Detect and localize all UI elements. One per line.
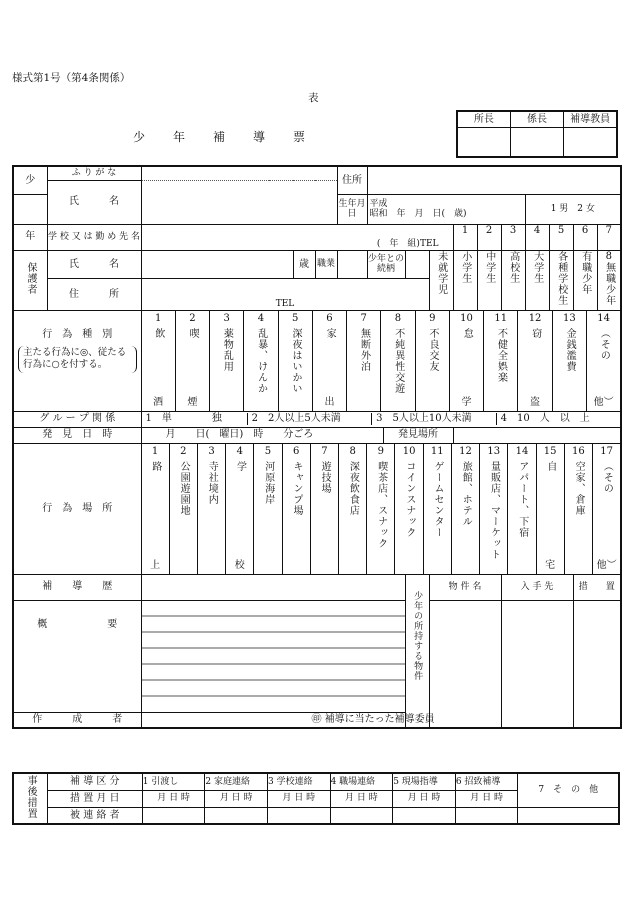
contact-field[interactable] xyxy=(330,807,393,824)
place-label: キャンプ場 xyxy=(290,461,302,516)
relation-label: 少年との続柄 xyxy=(367,250,405,279)
contact-field[interactable] xyxy=(205,807,268,824)
behavior-type-label: 無断外泊 xyxy=(358,328,370,372)
status-number: 6 xyxy=(581,224,589,236)
place-label-bottom: 上 xyxy=(150,560,161,571)
place-label: 自 xyxy=(544,461,556,472)
place-number: 7 xyxy=(321,445,328,457)
behavior-type-grid xyxy=(142,311,621,411)
face-label: 表 xyxy=(308,92,319,104)
discovery-label: 発 見 日 時 xyxy=(13,427,141,443)
place-cell[interactable] xyxy=(536,444,564,574)
guardian-address-label: 住 所 xyxy=(47,279,141,310)
behavior-type-number: 9 xyxy=(429,312,436,324)
occupation-label: 職業 xyxy=(315,250,337,279)
after-row-label: 補 導 区 分 xyxy=(47,773,142,790)
behavior-type-cell[interactable] xyxy=(175,311,209,411)
group-option[interactable]: 1 単 独 xyxy=(145,413,222,425)
furigana-label: ふ り が な xyxy=(47,166,141,180)
place-grid xyxy=(142,444,621,574)
place-cell[interactable] xyxy=(142,444,169,574)
place-number: 17 xyxy=(600,445,613,457)
sex-field[interactable]: 1 男 2 女 xyxy=(525,194,621,224)
behavior-type-label: ︵その xyxy=(598,328,610,361)
after-label: 事後措置 xyxy=(25,774,37,819)
history-field[interactable] xyxy=(141,574,405,600)
place-label: 寺社境内 xyxy=(206,461,218,505)
possession-action-field[interactable] xyxy=(573,600,621,728)
group-option[interactable]: 3 5人以上10人未満 xyxy=(371,413,496,425)
behavior-type-cell[interactable] xyxy=(278,311,312,411)
place-label: アパート、下宿 xyxy=(516,461,528,538)
group-option[interactable]: 4 10 人 以 上 xyxy=(496,413,621,425)
after-date-field[interactable]: 月 日 時 xyxy=(455,790,518,807)
possessions-label: 少年の所持する物件 xyxy=(412,590,423,681)
after-date-field[interactable]: 月 日 時 xyxy=(267,790,330,807)
counselor-label: 補導に当たった補導委員 xyxy=(324,714,435,725)
birth-field[interactable] xyxy=(367,194,525,224)
place-cell[interactable] xyxy=(507,444,535,574)
place-cell[interactable] xyxy=(592,444,620,574)
place-number: 15 xyxy=(543,445,557,457)
contact-field[interactable] xyxy=(518,807,619,824)
behavior-type-cell[interactable] xyxy=(209,311,243,411)
status-number: 5 xyxy=(557,224,565,236)
place-cell[interactable] xyxy=(169,444,197,574)
behavior-type-label: 窃 xyxy=(529,328,541,339)
behavior-type-label-bottom: 盗 xyxy=(530,397,541,408)
page-title: 少 年 補 導 票 xyxy=(133,130,314,144)
after-row-label: 被 連 絡 者 xyxy=(47,807,142,824)
behavior-type-number: 7 xyxy=(360,312,367,324)
behavior-type-label-bottom: 出 xyxy=(324,397,335,408)
approval-stamp-field[interactable] xyxy=(564,127,617,157)
status-option[interactable]: 有職少年 xyxy=(579,250,591,295)
address-label: 住所 xyxy=(337,166,367,194)
behavior-type-label-bottom: 他︶ xyxy=(593,397,614,408)
contact-field[interactable] xyxy=(267,807,330,824)
behavior-type-cell[interactable] xyxy=(142,311,175,411)
behavior-type-label-bottom: 煙 xyxy=(187,397,198,408)
status-number: 7 xyxy=(605,224,612,236)
place-number: 14 xyxy=(515,445,529,457)
possession-col-header: 入 手 先 xyxy=(501,574,573,600)
behavior-type-cell[interactable] xyxy=(243,311,277,411)
place-label: 学 xyxy=(234,461,246,472)
place-cell[interactable] xyxy=(253,444,281,574)
guardian-address-field[interactable]: TEL xyxy=(141,279,429,310)
place-number: 10 xyxy=(402,445,416,457)
place-label: ︵その xyxy=(601,461,613,494)
era-showa: 昭和 xyxy=(369,209,388,219)
after-measures-table xyxy=(12,772,620,825)
behavior-type-label: 乱暴、けんか xyxy=(255,328,267,394)
possession-name-field[interactable] xyxy=(429,600,501,728)
status-option[interactable]: 大学生 xyxy=(531,250,543,284)
behavior-type-label: 不純異性交遊 xyxy=(392,328,404,394)
status-option[interactable]: 小学生 xyxy=(459,250,471,284)
summary-label: 概 要 xyxy=(37,618,118,630)
school-label: 学 校 又 は 勤 め 先 名 xyxy=(47,224,141,250)
place-cell[interactable] xyxy=(394,444,422,574)
place-label: 喫茶店、スナック xyxy=(375,461,387,549)
guardian-name-label: 氏 名 xyxy=(47,250,141,279)
place-label: ゲームセンター xyxy=(432,461,444,538)
behavior-type-number: 6 xyxy=(326,312,333,324)
possession-col-header: 物 件 名 xyxy=(429,574,501,600)
behavior-type-cell[interactable] xyxy=(517,311,551,411)
discovery-place-label: 発見場所 xyxy=(383,427,453,443)
status-option[interactable]: 中学生 xyxy=(483,250,495,284)
juvenile-name-label: 氏 名 xyxy=(47,180,141,224)
history-label: 補 導 歴 xyxy=(13,574,141,600)
approval-table xyxy=(456,110,618,158)
birth-label: 生年月日 xyxy=(337,194,367,224)
behavior-type-label: 家 xyxy=(324,328,336,339)
behavior-type-number: 2 xyxy=(189,312,196,324)
status-number: 2 xyxy=(485,224,493,236)
possession-col-header: 措 置 xyxy=(573,574,621,600)
place-number: 5 xyxy=(264,445,272,457)
era-heisei: 平成 xyxy=(369,198,388,209)
juvenile-address-field[interactable] xyxy=(367,166,621,194)
place-number: 2 xyxy=(180,445,187,457)
behavior-label: 行 為 種 別 xyxy=(42,328,113,340)
place-label: 行 為 場 所 xyxy=(13,443,141,574)
place-cell[interactable] xyxy=(338,444,366,574)
status-number: 8 xyxy=(605,250,612,262)
juvenile-section-label: 年 xyxy=(13,224,47,250)
seal-mark: ㊞ xyxy=(311,714,322,725)
place-label: 空家、倉庫 xyxy=(573,461,585,516)
behavior-type-number: 1 xyxy=(154,312,162,324)
place-label: 遊技場 xyxy=(319,461,331,494)
after-date-field[interactable]: 月 日 時 xyxy=(142,790,205,807)
status-option[interactable]: 各種学校生 xyxy=(555,250,567,306)
approval-stamp-field[interactable] xyxy=(510,127,563,157)
place-number: 16 xyxy=(572,445,585,457)
after-option[interactable]: 5 現場指導 xyxy=(393,773,456,790)
status-number: 1 xyxy=(461,224,469,236)
behavior-type-label-bottom: 酒 xyxy=(153,397,164,408)
place-cell[interactable] xyxy=(310,444,338,574)
place-label: コインスナック xyxy=(403,461,415,538)
juvenile-section-label: 少 xyxy=(13,166,47,194)
behavior-type-number: 4 xyxy=(257,312,265,324)
status-number: 4 xyxy=(533,224,541,236)
status-number: 3 xyxy=(509,224,517,236)
behavior-type-label-bottom: 学 xyxy=(461,397,472,408)
after-option[interactable]: 6 招致補導 xyxy=(455,773,518,790)
guardian-section-label: 保護者 xyxy=(25,261,36,295)
behavior-type-number: 13 xyxy=(562,312,576,324)
after-option[interactable]: 4 職場連絡 xyxy=(330,773,393,790)
behavior-type-number: 8 xyxy=(394,312,402,324)
behavior-type-label: 深夜はいかい xyxy=(289,328,301,394)
behavior-type-label: 薬物乱用 xyxy=(221,328,233,372)
contact-field[interactable] xyxy=(393,807,456,824)
behavior-type-cell[interactable] xyxy=(312,311,346,411)
behavior-type-number: 11 xyxy=(494,312,508,324)
guardian-name-field[interactable] xyxy=(141,250,293,279)
furigana-field[interactable] xyxy=(141,166,337,180)
place-cell[interactable] xyxy=(282,444,310,574)
juvenile-name-field[interactable] xyxy=(141,180,337,224)
place-number: 9 xyxy=(377,445,385,457)
age-label: 歳 xyxy=(293,250,315,279)
place-number: 12 xyxy=(459,445,472,457)
behavior-note: 主たる行為に◎、従たる行為に○を付する。 xyxy=(18,346,137,373)
approval-stamp-field[interactable] xyxy=(457,127,510,157)
behavior-type-cell[interactable] xyxy=(415,311,449,411)
behavior-type-number: 10 xyxy=(460,312,473,324)
after-row-label: 措 置 月 日 xyxy=(47,790,142,807)
behavior-type-label: 不良交友 xyxy=(427,328,438,372)
place-label-bottom: 宅 xyxy=(545,560,556,571)
place-cell[interactable] xyxy=(225,444,253,574)
place-number: 11 xyxy=(430,445,444,457)
place-cell[interactable] xyxy=(366,444,394,574)
approval-label: 係長 xyxy=(510,111,563,127)
group-option[interactable]: 2 2人以上5人未満 xyxy=(247,413,372,425)
behavior-type-cell[interactable] xyxy=(346,311,380,411)
behavior-type-label: 喫 xyxy=(187,328,199,339)
behavior-type-number: 12 xyxy=(528,312,542,324)
occupation-field[interactable] xyxy=(337,250,367,279)
place-number: 13 xyxy=(487,445,501,457)
discovery-place-field[interactable] xyxy=(453,427,621,443)
after-date-field[interactable]: 月 日 時 xyxy=(205,790,268,807)
place-label: 公園遊園地 xyxy=(178,461,190,516)
discovery-field[interactable]: 月 日( 曜日) 時 分ごろ xyxy=(141,427,383,443)
place-cell[interactable] xyxy=(479,444,507,574)
after-option[interactable]: 3 学校連絡 xyxy=(267,773,330,790)
place-label: 河原海岸 xyxy=(262,461,274,505)
place-cell[interactable] xyxy=(423,444,451,574)
after-option[interactable]: 2 家庭連絡 xyxy=(205,773,268,790)
place-number: 3 xyxy=(208,445,215,457)
place-number: 1 xyxy=(151,445,159,457)
behavior-type-label: 怠 xyxy=(461,328,473,339)
place-label: 旅館、ホテル xyxy=(460,461,472,527)
relation-field[interactable] xyxy=(405,250,429,279)
behavior-type-cell[interactable] xyxy=(483,311,517,411)
behavior-type-cell[interactable] xyxy=(449,311,483,411)
behavior-type-number: 5 xyxy=(292,312,299,324)
place-label: 路 xyxy=(149,461,161,472)
status-option[interactable]: 高校生 xyxy=(507,250,519,284)
place-label-bottom: 他︶ xyxy=(596,560,617,571)
main-form xyxy=(12,165,622,729)
after-date-field[interactable]: 月 日 時 xyxy=(330,790,393,807)
place-number: 8 xyxy=(349,445,356,457)
place-label: 深夜飲食店 xyxy=(347,461,359,516)
place-cell[interactable] xyxy=(564,444,592,574)
behavior-type-number: 3 xyxy=(223,312,230,324)
behavior-type-number: 14 xyxy=(597,312,610,324)
status-option[interactable]: 未就学児 xyxy=(435,250,447,295)
school-field[interactable]: ( 年 組)TEL xyxy=(141,224,453,250)
group-label: グ ル ー プ 関 係 xyxy=(13,411,141,427)
behavior-type-label: 不健全娯楽 xyxy=(495,328,507,383)
place-cell[interactable] xyxy=(451,444,479,574)
place-label-bottom: 校 xyxy=(234,560,245,571)
after-option[interactable]: 1 引渡し xyxy=(142,773,205,790)
place-cell[interactable] xyxy=(197,444,225,574)
status-option[interactable]: 無職少年 xyxy=(603,262,615,306)
birth-fill: 年 月 日( 歳) xyxy=(396,209,467,219)
after-option[interactable]: 7 そ の 他 xyxy=(518,773,619,807)
approval-label: 補導教員 xyxy=(564,111,617,127)
behavior-type-cell[interactable] xyxy=(552,311,586,411)
author-label: 作 成 者 xyxy=(13,712,141,728)
place-number: 4 xyxy=(236,445,243,457)
behavior-type-label: 飲 xyxy=(152,328,164,339)
approval-label: 所長 xyxy=(457,111,510,127)
behavior-type-cell[interactable] xyxy=(380,311,414,411)
place-number: 6 xyxy=(293,445,300,457)
contact-field[interactable] xyxy=(455,807,518,824)
behavior-type-cell[interactable] xyxy=(586,311,620,411)
form-id: 様式第1号（第4条関係） xyxy=(12,72,131,84)
possession-source-field[interactable] xyxy=(501,600,573,728)
summary-field[interactable] xyxy=(141,600,405,712)
behavior-type-label: 金銭濫費 xyxy=(564,328,576,372)
contact-field[interactable] xyxy=(142,807,205,824)
after-date-field[interactable]: 月 日 時 xyxy=(393,790,456,807)
place-label: 量販店、マーケット xyxy=(488,461,500,560)
